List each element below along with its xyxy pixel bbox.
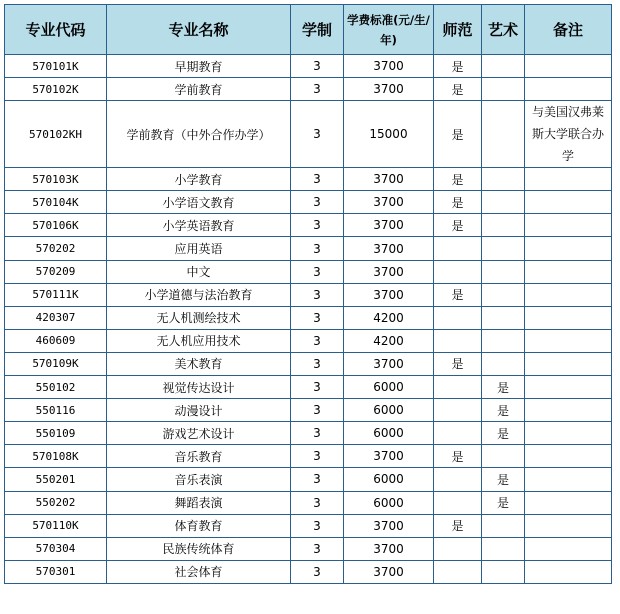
cell-years: 3 xyxy=(291,260,344,283)
cell-normal xyxy=(434,237,482,260)
cell-normal xyxy=(434,560,482,583)
cell-fee: 3700 xyxy=(344,537,434,560)
cell-note xyxy=(525,537,612,560)
cell-fee: 3700 xyxy=(344,514,434,537)
table-row xyxy=(5,260,612,283)
cell-name: 早期教育 xyxy=(107,55,291,78)
cell-note xyxy=(525,168,612,191)
cell-note xyxy=(525,237,612,260)
cell-fee: 3700 xyxy=(344,445,434,468)
cell-note xyxy=(525,214,612,237)
cell-code: 570202 xyxy=(5,237,107,260)
cell-fee: 3700 xyxy=(344,260,434,283)
cell-normal xyxy=(434,306,482,329)
cell-name: 民族传统体育 xyxy=(107,537,291,560)
cell-art xyxy=(482,306,525,329)
table-row xyxy=(5,468,612,491)
cell-years: 3 xyxy=(291,537,344,560)
cell-years: 3 xyxy=(291,78,344,101)
cell-art xyxy=(482,560,525,583)
table-row xyxy=(5,329,612,352)
cell-art: 是 xyxy=(482,376,525,399)
cell-note xyxy=(525,55,612,78)
cell-code: 550109 xyxy=(5,422,107,445)
cell-code: 570103K xyxy=(5,168,107,191)
cell-fee: 6000 xyxy=(344,491,434,514)
cell-normal xyxy=(434,491,482,514)
header-fee: 学费标准(元/生/年) xyxy=(344,5,434,55)
cell-years: 3 xyxy=(291,468,344,491)
table-row xyxy=(5,445,612,468)
cell-years: 3 xyxy=(291,445,344,468)
cell-note xyxy=(525,260,612,283)
cell-fee: 15000 xyxy=(344,101,434,168)
cell-art xyxy=(482,191,525,214)
cell-normal: 是 xyxy=(434,191,482,214)
cell-note xyxy=(525,352,612,375)
cell-name: 学前教育 xyxy=(107,78,291,101)
cell-years: 3 xyxy=(291,422,344,445)
cell-normal xyxy=(434,329,482,352)
cell-name: 学前教育（中外合作办学） xyxy=(107,101,291,168)
cell-years: 3 xyxy=(291,191,344,214)
cell-years: 3 xyxy=(291,306,344,329)
cell-code: 570102K xyxy=(5,78,107,101)
cell-code: 570106K xyxy=(5,214,107,237)
cell-normal: 是 xyxy=(434,101,482,168)
cell-fee: 3700 xyxy=(344,191,434,214)
cell-art xyxy=(482,329,525,352)
cell-art: 是 xyxy=(482,491,525,514)
cell-code: 570108K xyxy=(5,445,107,468)
cell-code: 460609 xyxy=(5,329,107,352)
cell-normal xyxy=(434,537,482,560)
cell-name: 音乐教育 xyxy=(107,445,291,468)
cell-art xyxy=(482,78,525,101)
table-row xyxy=(5,101,612,168)
table-row xyxy=(5,168,612,191)
cell-code: 570101K xyxy=(5,55,107,78)
cell-note xyxy=(525,283,612,306)
cell-name: 小学英语教育 xyxy=(107,214,291,237)
cell-fee: 6000 xyxy=(344,468,434,491)
table-body xyxy=(5,55,612,584)
cell-note xyxy=(525,399,612,422)
cell-code: 570109K xyxy=(5,352,107,375)
cell-normal: 是 xyxy=(434,283,482,306)
cell-fee: 6000 xyxy=(344,376,434,399)
cell-code: 570301 xyxy=(5,560,107,583)
cell-code: 550116 xyxy=(5,399,107,422)
cell-art xyxy=(482,514,525,537)
cell-years: 3 xyxy=(291,214,344,237)
cell-normal: 是 xyxy=(434,78,482,101)
cell-fee: 6000 xyxy=(344,399,434,422)
cell-name: 动漫设计 xyxy=(107,399,291,422)
cell-years: 3 xyxy=(291,168,344,191)
cell-years: 3 xyxy=(291,352,344,375)
table-row xyxy=(5,214,612,237)
table-row xyxy=(5,78,612,101)
cell-normal: 是 xyxy=(434,445,482,468)
table-row xyxy=(5,55,612,78)
cell-years: 3 xyxy=(291,491,344,514)
cell-name: 视觉传达设计 xyxy=(107,376,291,399)
cell-code: 570304 xyxy=(5,537,107,560)
header-art: 艺术 xyxy=(482,5,525,55)
header-code: 专业代码 xyxy=(5,5,107,55)
cell-name: 社会体育 xyxy=(107,560,291,583)
cell-name: 应用英语 xyxy=(107,237,291,260)
cell-fee: 3700 xyxy=(344,283,434,306)
table-row xyxy=(5,422,612,445)
cell-fee: 3700 xyxy=(344,352,434,375)
cell-art: 是 xyxy=(482,422,525,445)
cell-note xyxy=(525,306,612,329)
cell-code: 550201 xyxy=(5,468,107,491)
cell-years: 3 xyxy=(291,237,344,260)
cell-art xyxy=(482,260,525,283)
cell-fee: 3700 xyxy=(344,55,434,78)
header-name: 专业名称 xyxy=(107,5,291,55)
majors-table-container xyxy=(4,4,612,584)
cell-fee: 3700 xyxy=(344,214,434,237)
cell-normal: 是 xyxy=(434,352,482,375)
header-note: 备注 xyxy=(525,5,612,55)
cell-note xyxy=(525,560,612,583)
cell-art: 是 xyxy=(482,399,525,422)
cell-fee: 3700 xyxy=(344,168,434,191)
table-row xyxy=(5,399,612,422)
table-row xyxy=(5,560,612,583)
cell-name: 游戏艺术设计 xyxy=(107,422,291,445)
header-normal: 师范 xyxy=(434,5,482,55)
cell-years: 3 xyxy=(291,560,344,583)
cell-fee: 3700 xyxy=(344,237,434,260)
cell-fee: 3700 xyxy=(344,78,434,101)
cell-name: 小学道德与法治教育 xyxy=(107,283,291,306)
cell-name: 舞蹈表演 xyxy=(107,491,291,514)
cell-years: 3 xyxy=(291,329,344,352)
cell-note xyxy=(525,468,612,491)
table-row xyxy=(5,283,612,306)
cell-years: 3 xyxy=(291,399,344,422)
cell-code: 570102KH xyxy=(5,101,107,168)
cell-code: 570111K xyxy=(5,283,107,306)
cell-name: 小学教育 xyxy=(107,168,291,191)
cell-fee: 3700 xyxy=(344,560,434,583)
majors-table xyxy=(4,4,612,584)
cell-normal: 是 xyxy=(434,214,482,237)
cell-note xyxy=(525,329,612,352)
cell-art: 是 xyxy=(482,468,525,491)
cell-code: 550202 xyxy=(5,491,107,514)
cell-note xyxy=(525,422,612,445)
cell-years: 3 xyxy=(291,55,344,78)
cell-normal xyxy=(434,260,482,283)
cell-art xyxy=(482,168,525,191)
table-row xyxy=(5,491,612,514)
cell-normal: 是 xyxy=(434,168,482,191)
cell-name: 无人机测绘技术 xyxy=(107,306,291,329)
cell-normal xyxy=(434,422,482,445)
cell-name: 体育教育 xyxy=(107,514,291,537)
cell-note xyxy=(525,445,612,468)
cell-note xyxy=(525,514,612,537)
cell-fee: 4200 xyxy=(344,329,434,352)
table-row xyxy=(5,237,612,260)
cell-normal xyxy=(434,376,482,399)
cell-art xyxy=(482,283,525,306)
cell-art xyxy=(482,101,525,168)
cell-normal xyxy=(434,468,482,491)
table-row xyxy=(5,191,612,214)
table-row xyxy=(5,537,612,560)
cell-years: 3 xyxy=(291,101,344,168)
cell-name: 音乐表演 xyxy=(107,468,291,491)
cell-normal: 是 xyxy=(434,514,482,537)
cell-name: 中文 xyxy=(107,260,291,283)
header-years: 学制 xyxy=(291,5,344,55)
cell-fee: 4200 xyxy=(344,306,434,329)
cell-note xyxy=(525,491,612,514)
cell-note xyxy=(525,78,612,101)
table-row xyxy=(5,352,612,375)
cell-years: 3 xyxy=(291,283,344,306)
cell-code: 550102 xyxy=(5,376,107,399)
cell-years: 3 xyxy=(291,376,344,399)
cell-name: 小学语文教育 xyxy=(107,191,291,214)
table-row xyxy=(5,306,612,329)
cell-code: 570104K xyxy=(5,191,107,214)
cell-note xyxy=(525,376,612,399)
cell-normal: 是 xyxy=(434,55,482,78)
cell-normal xyxy=(434,399,482,422)
cell-art xyxy=(482,445,525,468)
cell-name: 无人机应用技术 xyxy=(107,329,291,352)
table-row xyxy=(5,514,612,537)
cell-code: 420307 xyxy=(5,306,107,329)
cell-note xyxy=(525,191,612,214)
cell-note: 与美国汉弗莱斯大学联合办学 xyxy=(525,101,612,168)
cell-name: 美术教育 xyxy=(107,352,291,375)
cell-art xyxy=(482,55,525,78)
cell-art xyxy=(482,214,525,237)
header-row xyxy=(5,5,612,55)
cell-art xyxy=(482,237,525,260)
cell-years: 3 xyxy=(291,514,344,537)
cell-fee: 6000 xyxy=(344,422,434,445)
cell-code: 570110K xyxy=(5,514,107,537)
cell-art xyxy=(482,537,525,560)
table-row xyxy=(5,376,612,399)
cell-code: 570209 xyxy=(5,260,107,283)
cell-art xyxy=(482,352,525,375)
